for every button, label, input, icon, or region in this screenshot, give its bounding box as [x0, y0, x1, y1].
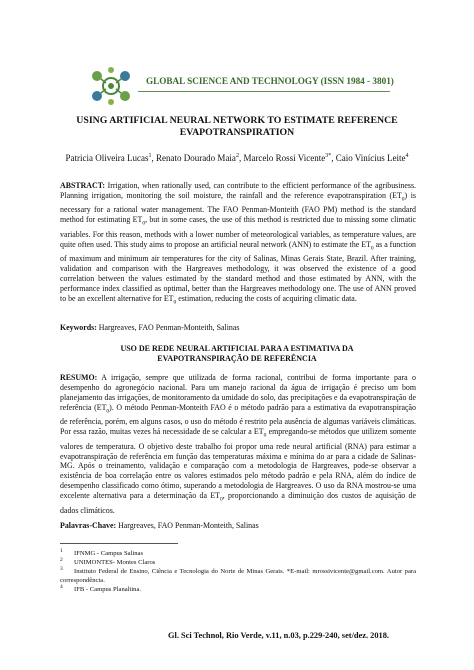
subscript: 0 — [263, 432, 267, 439]
author-sep: , — [151, 153, 156, 163]
footnote-number: 2 — [60, 557, 63, 563]
footnote-text: IFNMG - Campus Salinas — [74, 550, 144, 558]
author-name: Marcelo Rossi Vicente — [243, 153, 326, 163]
author-list — [60, 151, 414, 164]
abstract-text: ) is necessary for a rational water management. The FAO Penman-Monteith (FAO PM) method is the standard method for estimating ET — [60, 190, 416, 225]
palavras-chave — [60, 521, 259, 530]
resumo-text: A irrigação, sempre que utilizada de forma racional, contribui de forma importante para o desempenho do agronegócio nacional. Para um manejo racional da água de irrigação é preciso um bom planejamento das irrigações, de monitoramento da umidade do solo, das precipitações e da evapotranspiração de referência (ET — [60, 373, 416, 412]
author-mark: 4 — [405, 153, 409, 159]
resumo — [60, 373, 416, 516]
journal-logo — [88, 66, 134, 106]
footnote-text: Instituto Federal de Ensino, Ciência e Tecnologia do Norte de Minas Gerais. *E-mail: mrossivicente@gmail.com. Autor para correspondência. — [60, 568, 416, 584]
abstract-text: Irrigation, when rationally used, can contribute to the efficient performance of the agribusiness. Planning irrigation, monitoring the soil moisture, the rainfall and the reference evapotranspiration (ET — [60, 181, 416, 200]
resumo-text: , proporcionando a diminuição dos custos de aquisição de dados climáticos. — [60, 491, 416, 515]
footnote-number: 3 — [60, 566, 63, 572]
subscript: 0 — [173, 299, 177, 306]
footnote-text: IFB - Campus Planaltina. — [74, 586, 142, 594]
article-title — [60, 115, 414, 139]
page-footer-citation: Gl. Sci Technol, Rio Verde, v.11, n.03, p.229-240, set/dez. 2018. — [168, 631, 390, 640]
resumo-text: ). O método Penman-Monteith FAO é o método padrão para a estimativa da evapotranspiração de referência, porém, em alguns casos, o uso do método é restrito pela ausência de algumas variáveis climáticas. Por essa razão, muitas vezes há necessidade de se calcular a ET — [60, 402, 416, 437]
abstract-text: as a function of maximum and minimum air temperatures for the city of Salinas, Minas Gerais State, Brazil. After training, validation and comparison with the Hargreaves methodology, it was observed the existence of a good correlation between the values estimated by the standard method and those estimated by ANN, with the performance index classified as optimal, better than the Hargreaves methodology one. The use of ANN proved to be an excellent alternative for ET — [60, 239, 416, 303]
subscript: 0 — [106, 408, 110, 415]
footnote-text: UNIMONTES- Montes Claros — [74, 559, 156, 567]
footnote-number: 4 — [60, 584, 63, 590]
abstract-text: , but in some cases, the use of this method is restricted due to missing some climatic variables. For this reason, methods with a lower number of meteorological variables, as temperature values, are quite often used. This study aims to propose an artificial neural network (ANN) to estimate the ET — [60, 215, 416, 249]
journal-name: GLOBAL SCIENCE AND TECHNOLOGY (ISSN 1984 - 3801) — [146, 76, 394, 86]
abstract — [60, 181, 416, 308]
pt-title-line: EVAPOTRANSPIRAÇÃO DE REFERÊNCIA — [157, 354, 317, 363]
header-rule — [138, 91, 390, 92]
subscript: 0 — [142, 220, 146, 227]
pt-title — [60, 344, 414, 364]
author-mark: 3* — [325, 153, 332, 159]
title-line: USING ARTIFICIAL NEURAL NETWORK TO ESTIMATE REFERENCE — [76, 115, 398, 126]
author-mark: 1 — [148, 153, 152, 159]
author-mark: 2 — [235, 153, 239, 159]
footnote — [60, 565, 416, 585]
resumo-label: RESUMO: — [60, 373, 98, 382]
keywords-text: Hargreaves, FAO Penman-Monteith, Salinas — [96, 323, 240, 332]
author-sep: , — [331, 153, 336, 163]
author-name: Renato Dourado Maia — [155, 153, 236, 163]
author-name: Patricia Oliveira Lucas — [65, 153, 149, 163]
pt-title-line: USO DE REDE NEURAL ARTIFICIAL PARA A ESTIMATIVA DA — [120, 344, 354, 353]
author-name: Caio Vinícius Leite — [335, 153, 406, 163]
keywords — [60, 323, 239, 332]
footnote — [60, 583, 416, 595]
palavras-text: Hargreaves, FAO Penman-Monteith, Salinas — [116, 521, 259, 530]
palavras-label: Palavras-Chave: — [60, 521, 117, 530]
abstract-text: estimation, reducing the costs of acquiring climatic data. — [176, 293, 357, 303]
keywords-label: Keywords: — [60, 323, 97, 332]
subscript: 0 — [219, 496, 223, 503]
resumo-text: empregando-se métodos que utilizem somente valores de temperatura. O objetivo deste trabalho foi propor uma rede neural artificial (RNA) para estimar a evapotranspiração de referência em função das temperaturas máxima e mínima do ar para a cidade de Salinas-MG. Após o treinamento, validação e comparação com a metodologia de Hargreaves, pode-se observar a existência de boa correlação entre os valores estimados pelo método padrão e pela RNA, além do índice de desempenho classificado como ótimo, superando a metodologia de Hargreaves. O uso da RNA mostrou-se uma excelente alternativa para a determinação da ET — [60, 427, 416, 501]
subscript: 0 — [401, 196, 405, 203]
footnote-rule — [60, 543, 178, 544]
subscript: 0 — [370, 245, 374, 252]
author-sep: , — [238, 153, 244, 163]
abstract-label: ABSTRACT: — [60, 181, 106, 190]
footnote-number: 1 — [60, 548, 63, 554]
title-line: EVAPOTRANSPIRATION — [179, 127, 295, 138]
